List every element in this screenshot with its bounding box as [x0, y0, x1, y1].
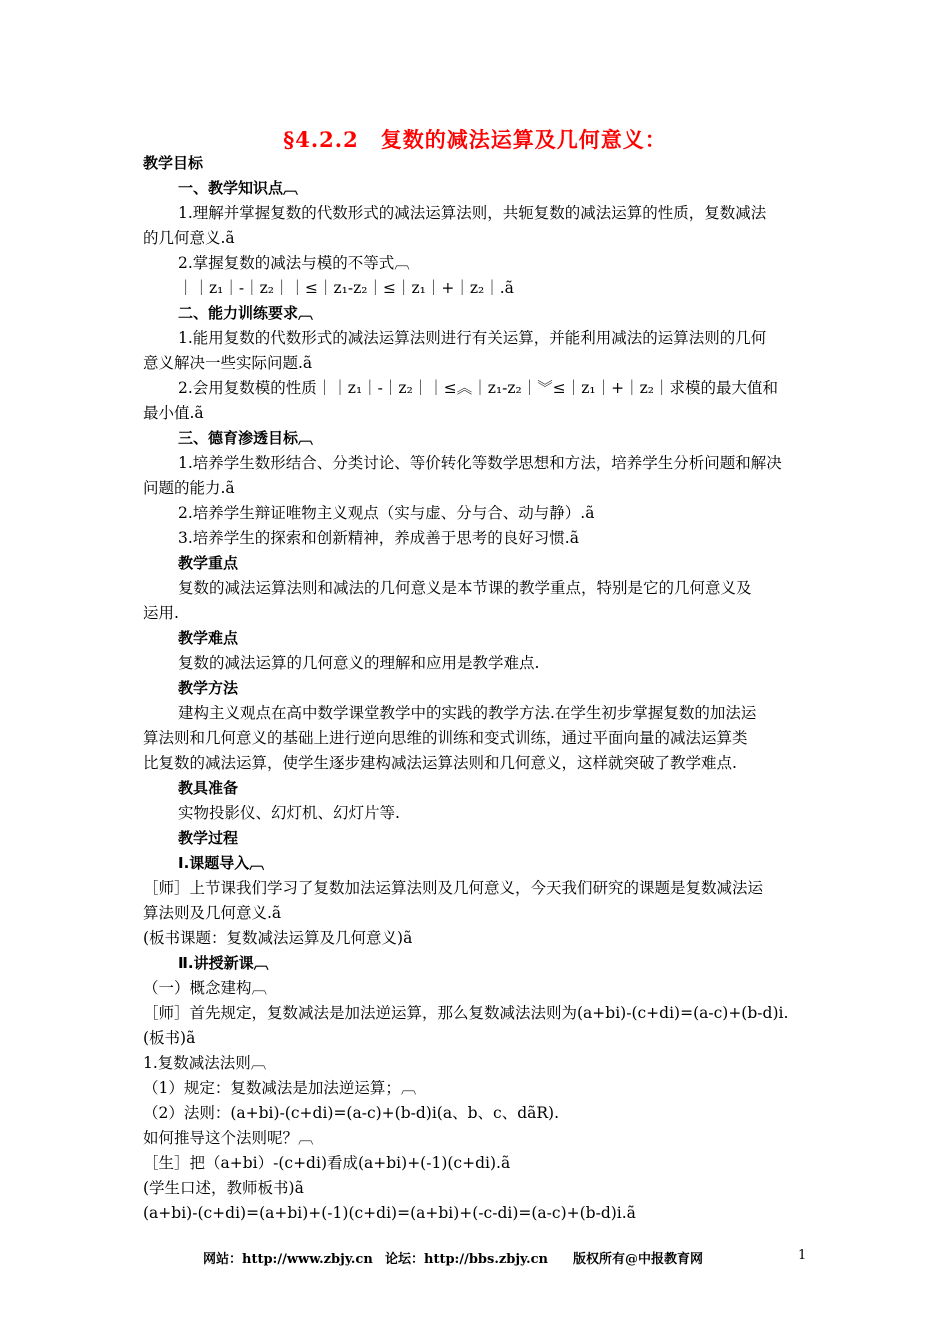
paragraph-line: 问题的能力.ã: [143, 479, 235, 497]
paragraph-line: 1.复数减法法则︹: [143, 1054, 267, 1072]
paragraph-line: (板书)ã: [143, 1029, 196, 1047]
paragraph-line: 2.会用复数模的性质｜｜z₁｜-｜z₂｜｜≤︽｜z₁-z₂｜︾≤｜z₁｜+｜z₂｜求模的最大值和: [178, 379, 779, 397]
paragraph-line: ｜｜z₁｜-｜z₂｜｜≤｜z₁-z₂｜≤｜z₁｜+｜z₂｜.ã: [178, 279, 514, 297]
section-heading: 二、能力训练要求︹: [178, 304, 314, 322]
section-heading: 教学难点: [178, 629, 239, 647]
paragraph-line: 1.理解并掌握复数的代数形式的减法运算法则，共轭复数的减法运算的性质，复数减法: [178, 204, 767, 222]
paragraph-line: 1.培养学生数形结合、分类讨论、等价转化等数学思想和方法，培养学生分析问题和解决: [178, 454, 782, 472]
section-heading: Ⅰ.课题导入︹: [178, 854, 265, 872]
section-heading: 教学重点: [178, 554, 239, 572]
paragraph-line: 建构主义观点在高中数学课堂教学中的实践的教学方法.在学生初步掌握复数的加法运: [178, 704, 757, 722]
footer-forum[interactable]: 论坛：http://bbs.zbjy.cn: [385, 1252, 549, 1267]
paragraph-line: 2.掌握复数的减法与模的不等式︹: [178, 254, 410, 272]
paragraph-line: 比复数的减法运算，使学生逐步建构减法运算法则和几何意义，这样就突破了教学难点.: [143, 754, 737, 772]
paragraph-line: (学生口述，教师板书)ã: [143, 1179, 304, 1197]
paragraph-line: 实物投影仪、幻灯机、幻灯片等.: [178, 804, 400, 822]
paragraph-line: (a+bi)-(c+di)=(a+bi)+(-1)(c+di)=(a+bi)+(-c-di)=(a-c)+(b-d)i.ã: [143, 1204, 636, 1222]
paragraph-line: （一）概念建构︹: [143, 979, 268, 997]
section-heading: 一、教学知识点︹: [178, 179, 299, 197]
section-heading: 教具准备: [178, 779, 239, 797]
paragraph-line: 最小值.ã: [143, 404, 204, 422]
paragraph-line: （2）法则：(a+bi)-(c+di)=(a-c)+(b-d)i(a、b、c、dãR).: [143, 1104, 560, 1122]
paragraph-line: 2.培养学生辩证唯物主义观点（实与虚、分与合、动与静）.ã: [178, 504, 595, 522]
paragraph-line: 3.培养学生的探索和创新精神，养成善于思考的良好习惯.ã: [178, 529, 579, 547]
paragraph-line: ［师］上节课我们学习了复数加法运算法则及几何意义，今天我们研究的课题是复数减法运: [143, 879, 764, 897]
paragraph-line: 运用.: [143, 604, 179, 622]
paragraph-line: 意义解决一些实际问题.ã: [143, 354, 313, 372]
paragraph-line: 复数的减法运算的几何意义的理解和应用是教学难点.: [178, 654, 540, 672]
page-title: §4.2.2 复数的减法运算及几何意义：: [283, 127, 667, 152]
paragraph-line: (板书课题：复数减法运算及几何意义)ã: [143, 929, 413, 947]
paragraph-line: 算法则及几何意义.ã: [143, 904, 282, 922]
paragraph-line: 1.能用复数的代数形式的减法运算法则进行有关运算，并能利用减法的运算法则的几何: [178, 329, 767, 347]
paragraph-line: ［生］把（a+bi）-(c+di)看成(a+bi)+(-1)(c+di).ã: [143, 1154, 511, 1172]
paragraph-line: 的几何意义.ã: [143, 229, 235, 247]
section-heading: 教学方法: [178, 679, 239, 697]
paragraph-line: ［师］首先规定，复数减法是加法逆运算，那么复数减法法则为(a+bi)-(c+di)=(a-c)+(b-d)i.: [143, 1004, 789, 1022]
paragraph-line: （1）规定：复数减法是加法逆运算；︹: [143, 1079, 417, 1097]
footer-copyright: 版权所有@中报教育网: [573, 1252, 704, 1267]
section-heading: 教学目标: [143, 154, 204, 172]
paragraph-line: 复数的减法运算法则和减法的几何意义是本节课的教学重点，特别是它的几何意义及: [178, 579, 752, 597]
section-heading: 三、德育渗透目标︹: [178, 429, 314, 447]
section-heading: 教学过程: [178, 829, 239, 847]
paragraph-line: 算法则和几何意义的基础上进行逆向思维的训练和变式训练，通过平面向量的减法运算类: [143, 729, 748, 747]
paragraph-line: 如何推导这个法则呢？︹: [143, 1129, 314, 1147]
page-number: 1: [798, 1248, 807, 1263]
footer-website[interactable]: 网站：http://www.zbjy.cn: [203, 1252, 373, 1267]
section-heading: Ⅱ.讲授新课︹: [178, 954, 269, 972]
